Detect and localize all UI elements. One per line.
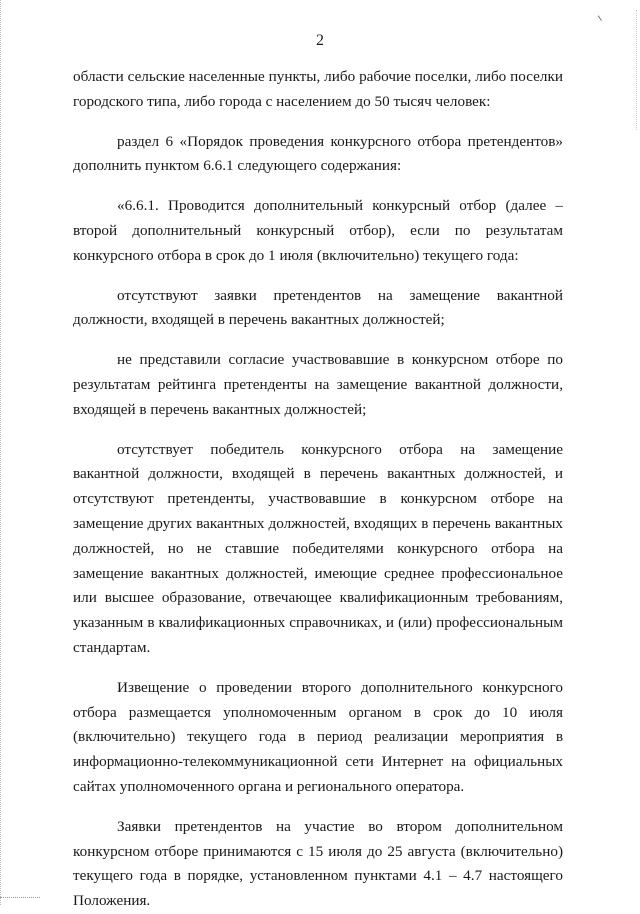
paragraph-no-winner: отсутствует победитель конкурсного отбора на замещение вакантной должности, входящей в перечень вакантных должностей, и отсутствуют претенденты, участвовавшие в конкурсном отборе на замещение других вакантных должностей, входящих в перечень вакантных должностей, но не ставшие победителями конкурсного отбора на замещение вакантных должностей, имеющие среднее профессиональное или высшее образование, отвечающее квалификационным требованиям, указанным в квалификационных справочниках, и (или) профессиональным стандартам. (73, 440, 563, 656)
scan-left-edge (0, 0, 3, 905)
paragraph-no-applications: отсутствуют заявки претендентов на замещение вакантной должности, входящей в перечень вакантных должностей; (73, 286, 563, 329)
paragraph-notice: Извещение о проведении второго дополнительного конкурсного отбора размещается уполномоченным органом в срок до 10 июля (включительно) текущего года в период реализации мероприятия в информационно-телекоммуникационной сети Интернет на официальных сайтах уполномоченного органа и регионального оператора. (73, 678, 563, 795)
page-number: 2 (316, 32, 324, 49)
paragraph-section-6: раздел 6 «Порядок проведения конкурсного отбора претендентов» дополнить пунктом 6.6.1 следующего содержания: (73, 132, 563, 175)
scan-right-edge (635, 10, 637, 130)
paragraph-no-consent: не представили согласие участвовавшие в конкурсном отборе по результатам рейтинга претенденты на замещение вакантной должности, входящей в перечень вакантных должностей; (73, 351, 563, 418)
paragraph-applications: Заявки претендентов на участие во втором дополнительном конкурсном отборе принимаются с 15 июля до 25 августа (включительно) текущего года в порядке, установленном пунктами 4.1 – 4.7 настоящего Положения. (73, 817, 563, 910)
document-body (73, 65, 563, 914)
paragraph-settlements: области сельские населенные пункты, либо рабочие поселки, либо поселки городского типа, либо города с населением до 50 тысяч человек: (73, 68, 563, 110)
scan-mark (598, 13, 606, 21)
scan-bottom-mark (0, 897, 40, 899)
paragraph-clause-6-6-1: «6.6.1. Проводится дополнительный конкурсный отбор (далее – второй дополнительный конкурсный отбор), если по результатам конкурсного отбора в срок до 1 июля (включительно) текущего года: (73, 197, 563, 264)
